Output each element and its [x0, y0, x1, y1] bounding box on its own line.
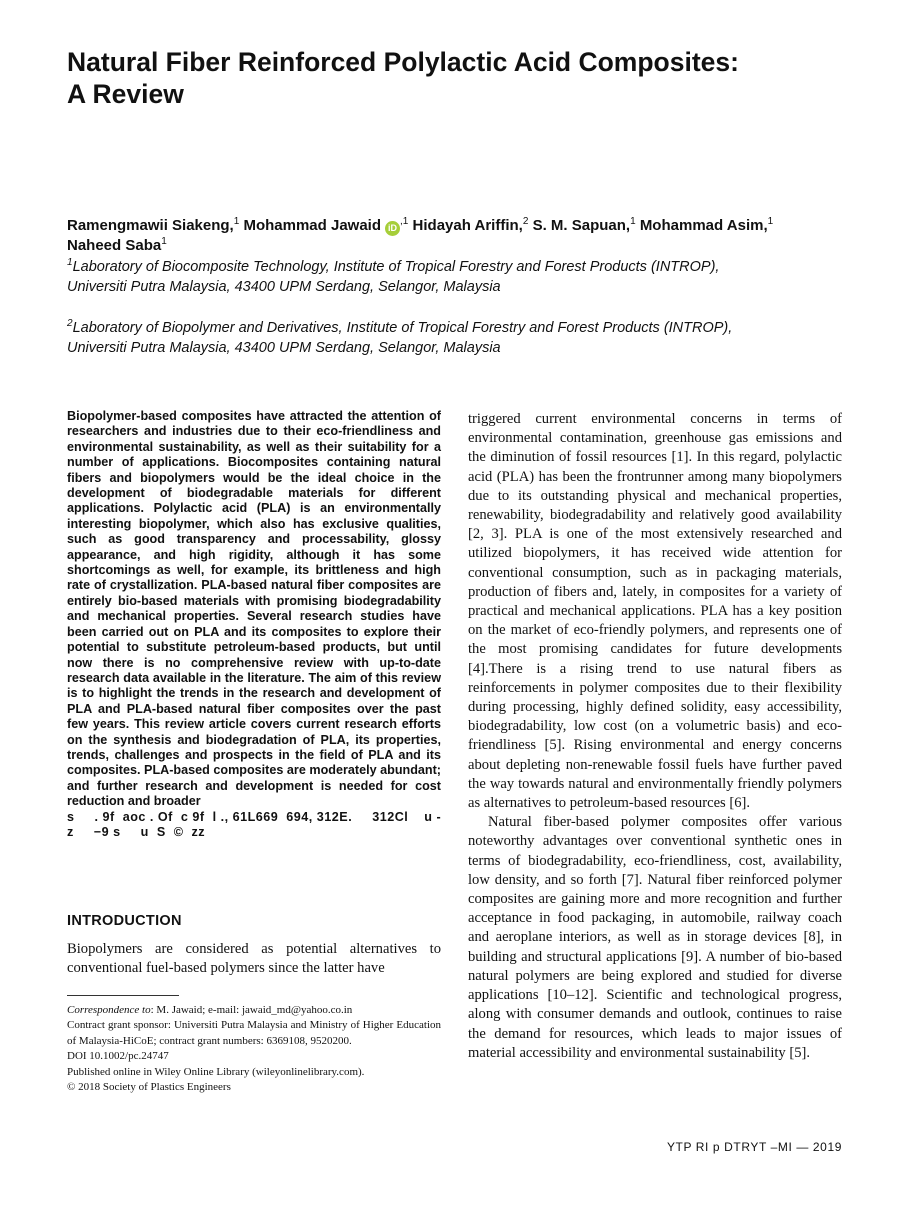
- correspondence-text: : M. Jawaid; e-mail: jawaid_md@yahoo.co.in: [150, 1004, 353, 1016]
- doi-note: DOI 10.1002/pc.24747: [67, 1050, 169, 1063]
- author-affiliation-mark: ,1: [400, 216, 409, 227]
- published-note: Published online in Wiley Online Library (wileyonlinelibrary.com).: [67, 1065, 365, 1078]
- affiliation-line: Laboratory of Biocomposite Technology, Institute of Tropical Forestry and Forest Products (INTROP),: [72, 259, 720, 275]
- section-heading: INTRODUCTION: [67, 913, 182, 929]
- author-name: S. M. Sapuan,: [532, 217, 631, 234]
- author-affiliation-mark: 1: [233, 216, 240, 227]
- abstract-text: Biopolymer-based composites have attracted the attention of researchers and industries due to their eco-friendliness and environmental sustainability, as well as their suitability for a number of applications. Biocomposites containing natural fibers and biopolymers would be the ideal choice in the development of biodegradable materials for different applications. Polylactic acid (PLA) is an environmentally interesting biopolymer, which also has exclusive qualities, such as good transparency and processability, glossy appearance, and high rigidity, although it has some shortcomings as well, for example, its brittleness and high rate of crystallization. PLA-based natural fiber composites are entirely bio-based materials with promising biodegradability and mechanical properties. Several research studies have been carried out on PLA and its composites to explore their potential to substitute petroleum-based products, but until now there is no comprehensive review with up-to-date research data available in the literature. The aim of this review is to highlight the trends in the research and development of PLA and PLA-based natural fiber composites over the past few years. This review article covers current research efforts on the synthesis and biodegradation of PLA, its properties, trends, challenges and prospects in the field of PLA and its composites. PLA-based composites are moderately abundant; and further research and development is needed for cost reduction and broader: [67, 409, 441, 809]
- author-name: Naheed Saba: [67, 237, 162, 254]
- affiliation-line: Laboratory of Biopolymer and Derivatives, Institute of Tropical Forestry and Forest Products (INTROP),: [72, 320, 733, 336]
- orcid-icon[interactable]: iD: [385, 221, 400, 236]
- author-list: [67, 216, 857, 256]
- correspondence-note: [67, 1003, 441, 1018]
- body-paragraph: Natural fiber-based polymer composites offer various noteworthy advantages over conventional synthetic ones in terms of biodegradability, eco-friendliness, cost, availability, low density, and so forth [7]. Natural fiber reinforced polymer composites are gaining more and more recognition and further acceptance in food packaging, in automobile, railway coach and aeroplane interiors, as well as in storage devices [8], in building and structural applications [9]. A number of bio-based natural polymers are being explored and studied for diverse applications [10–12]. Scientific and technological progress, along with consumer demands and outlook, continues to raise the demand for resources, which leads to major issues of material accessibility and environmental sustainability [5].: [468, 814, 842, 1061]
- author-name: Ramengmawii Siakeng,: [67, 217, 234, 234]
- author-affiliation-mark: 1: [630, 216, 636, 227]
- article-title: [67, 46, 847, 110]
- author-name: Mohammad Jawaid: [243, 217, 382, 234]
- article-title-line1: Natural Fiber Reinforced Polylactic Acid Composites:: [67, 47, 739, 77]
- footnote-divider: [67, 995, 179, 996]
- copyright-note: © 2018 Society of Plastics Engineers: [67, 1081, 231, 1094]
- article-title-line2: A Review: [67, 79, 184, 109]
- author-name: Hidayah Ariffin,: [412, 217, 523, 234]
- right-column: [468, 410, 842, 1063]
- affiliation-line: Universiti Putra Malaysia, 43400 UPM Serdang, Selangor, Malaysia: [67, 279, 501, 295]
- running-footer: YTP RI p DTRYT –MI — 2019: [666, 1140, 842, 1154]
- body-paragraph: Biopolymers are considered as potential alternatives to conventional fuel-based polymers since the latter have: [67, 941, 441, 977]
- body-paragraph: triggered current environmental concerns in terms of environmental contamination, greenhouse gas emissions and the diminution of fossil resources [1]. In this regard, polylactic acid (PLA) has been the frontrunner among many biopolymers due to its outstanding physical and mechanical properties, renewability, biodegradability and relatively good availability [2, 3]. PLA is one of the most extensively researched and utilized biopolymers, it has received wide attention for conventional consumption, such as in packaging materials, production of fibers and, lately, in composites for a variety of practical and mechanical applications. PLA has a key position on the market of eco-friendly polymers, and represents one of the most promising candidates for future developments [4].There is a rising trend to use natural fibers as reinforcements in polymer composites due to their flexibility during processing, highly defined solidity, easy accessibility, biodegradability, low cost (on a volumetric basis) and eco-friendliness [5]. Rising environmental and energy concerns about depleting non-renewable fossil fuels have further paved the way towards natural and environmentally friendly polymers as alternatives to petroleum-based resources [6].: [468, 411, 842, 812]
- affiliation-2: [67, 318, 857, 358]
- affiliation-mark: 2: [67, 318, 73, 330]
- affiliation-mark: 1: [67, 257, 73, 269]
- author-affiliation-mark: 1: [161, 236, 167, 247]
- footnotes: [67, 1003, 441, 1095]
- author-name: Mohammad Asim,: [639, 217, 768, 234]
- affiliation-line: Universiti Putra Malaysia, 43400 UPM Serdang, Selangor, Malaysia: [67, 340, 501, 356]
- abstract-citation-line: z −9 s u S © zz: [67, 824, 206, 839]
- author-affiliation-mark: 2: [522, 216, 529, 227]
- correspondence-label: Correspondence to: [67, 1004, 151, 1016]
- affiliation-1: [67, 257, 857, 297]
- grant-note: Contract grant sponsor: Universiti Putra Malaysia and Ministry of Higher Education of Malaysia-HiCoE; contract grant numbers: 6369108, 9520200.: [67, 1019, 441, 1047]
- author-affiliation-mark: 1: [767, 216, 774, 227]
- abstract-citation-line: s . 9f aoc . Of c 9f l ., 61L669 694, 312E. 312Cl u -: [67, 809, 442, 824]
- abstract: [67, 409, 441, 840]
